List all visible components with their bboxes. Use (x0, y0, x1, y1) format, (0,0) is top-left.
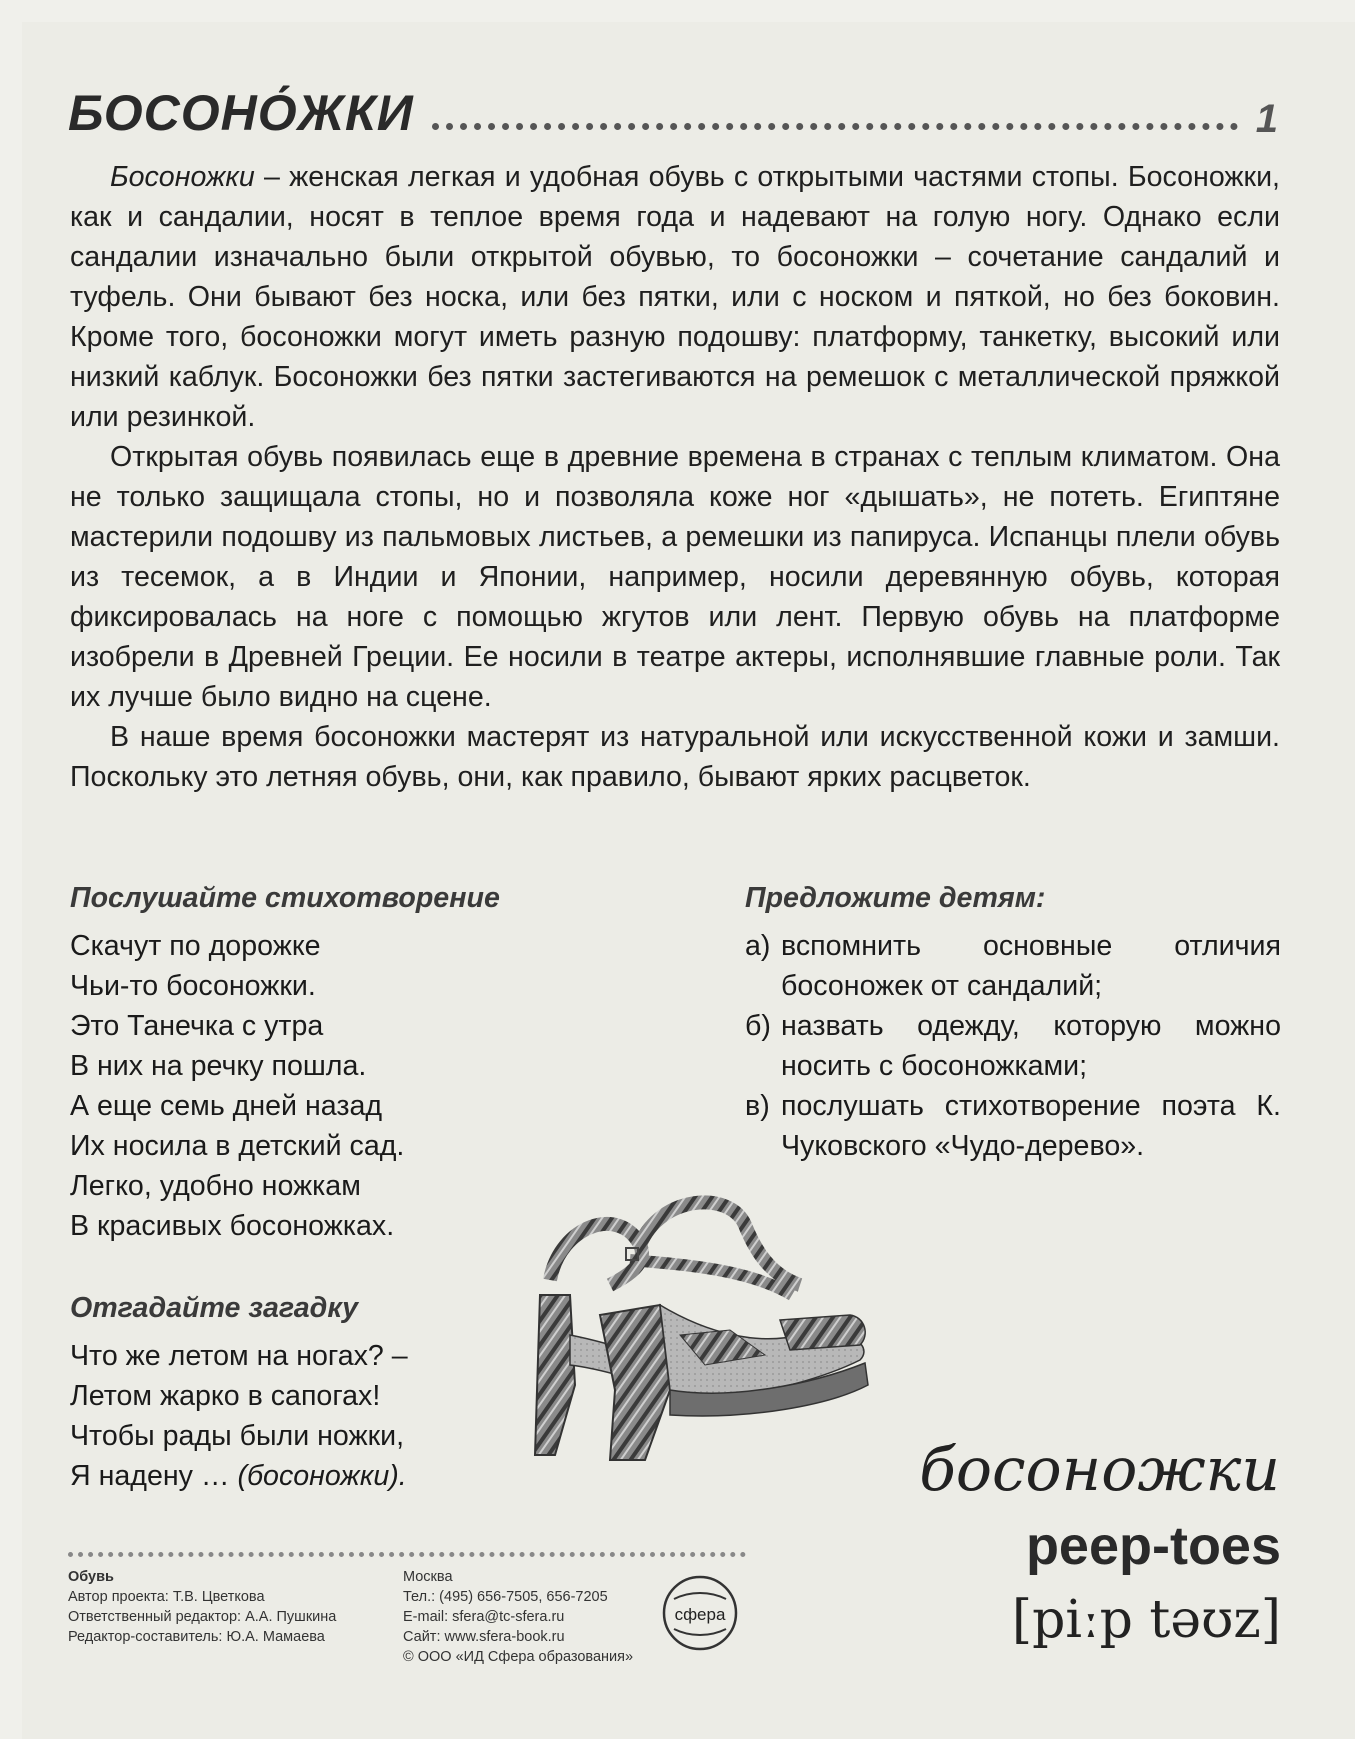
task-item (745, 1006, 1281, 1086)
card-header (68, 72, 1278, 142)
poem-line: Это Танечка с утра (70, 1010, 324, 1042)
task-item (745, 1086, 1281, 1166)
footer-phone: Тел.: (495) 656-7505, 656-7205 (403, 1589, 608, 1605)
card-title: БОСОНО́ЖКИ (68, 85, 414, 141)
riddle-line: Летом жарко в сапогах! (70, 1380, 381, 1412)
task-text: вспомнить основные отличия босоножек от сандалий; (781, 930, 1281, 1002)
task-item (745, 926, 1281, 1006)
riddle-line: Что же летом на ногах? – (70, 1340, 408, 1372)
card-number: 1 (1255, 97, 1278, 141)
description-text (70, 157, 1280, 797)
poem-line: А еще семь дней назад (70, 1090, 383, 1122)
title-dot-leader (432, 123, 1238, 130)
footer-divider (68, 1552, 746, 1557)
paragraph-3: В наше время босоножки мастерят из натуральной или искусственной кожи и замши. Поскольку это летняя обувь, они, как правило, бывают ярких расцветок. (70, 721, 1280, 793)
poem-line: В них на речку пошла. (70, 1050, 367, 1082)
riddle-answer: (босоножки). (237, 1460, 407, 1492)
tasks-heading: Предложите детям: (745, 882, 1046, 914)
sfera-logo (660, 1573, 740, 1653)
paragraph-1-text: – женская легкая и удобная обувь с открытыми частями стопы. Босоножки, как и сандалии, носят в теплое время года и надевают на голую ногу. Однако если сандалии изначально были открытой обувью, то босоножки – сочетание сандалий и туфель. Они бывают без носка, или без пятки, или с носком и пяткой, но без боковин. Кроме того, босоножки могут иметь разную подошву: платформу, танкетку, высокий или низкий каблук. Босоножки без пятки застегиваются на ремешок с металлической пряжкой или резинкой. (70, 161, 1280, 433)
footer-copyright: © ООО «ИД Сфера образования» (403, 1649, 634, 1665)
footer-city: Москва (403, 1569, 453, 1585)
footer-compiler: Редактор-составитель: Ю.А. Мамаева (68, 1629, 325, 1645)
sandal-illustration (530, 1185, 910, 1475)
poem-line: Легко, удобно ножкам (70, 1170, 361, 1202)
task-marker: б) (745, 1010, 771, 1042)
tasks-section (745, 878, 1281, 1166)
footer-editor: Ответственный редактор: А.А. Пушкина (68, 1609, 337, 1625)
footer-site: Сайт: www.sfera-book.ru (403, 1629, 565, 1645)
paragraph-2: Открытая обувь появилась еще в древние времена в странах с теплым климатом. Она не только защищала стопы, но и позволяла коже ног «дышать», не потеть. Египтяне мастерили подошву из пальмовых листьев, а ремешки из папируса. Испанцы плели обувь из тесемок, а в Индии и Японии, например, носили деревянную обувь, которая фиксировалась на ноге с помощью жгутов или лент. Первую обувь на платформе изобрели в Древней Греции. Ее носили в театре актеры, исполнявшие главные роли. Так их лучше было видно на сцене. (70, 441, 1280, 713)
riddle-heading: Отгадайте загадку (70, 1292, 359, 1324)
footer-email: E-mail: sfera@tc-sfera.ru (403, 1609, 565, 1625)
transcription: [piːp təʊz] (1011, 1590, 1281, 1650)
poem-line: В красивых босоножках. (70, 1210, 395, 1242)
russian-script-word: босоножки (919, 1435, 1280, 1505)
task-marker: а) (745, 930, 771, 962)
paragraph-1 (70, 157, 1280, 437)
poem-line: Чьи-то босоножки. (70, 970, 316, 1002)
footer-credits (68, 1567, 336, 1647)
footer-series: Обувь (68, 1569, 114, 1585)
sfera-logo-text: сфера (674, 1605, 726, 1624)
poem-heading: Послушайте стихотворение (70, 882, 500, 914)
task-text: назвать одежду, которую можно носить с босоножками; (781, 1010, 1281, 1082)
riddle-last-prefix: Я надену … (70, 1460, 238, 1492)
paragraph-1-term: Босоножки (110, 161, 255, 193)
footer-contacts (403, 1567, 633, 1667)
footer-author: Автор проекта: Т.В. Цветкова (68, 1589, 265, 1605)
task-marker: в) (745, 1090, 770, 1122)
poem-line: Скачут по дорожке (70, 930, 321, 962)
task-text: послушать стихотворение поэта К. Чуковского «Чудо-дерево». (781, 1090, 1281, 1162)
english-word: peep-toes (1025, 1516, 1281, 1576)
poem-line: Их носила в детский сад. (70, 1130, 405, 1162)
riddle-line: Чтобы рады были ножки, (70, 1420, 405, 1452)
